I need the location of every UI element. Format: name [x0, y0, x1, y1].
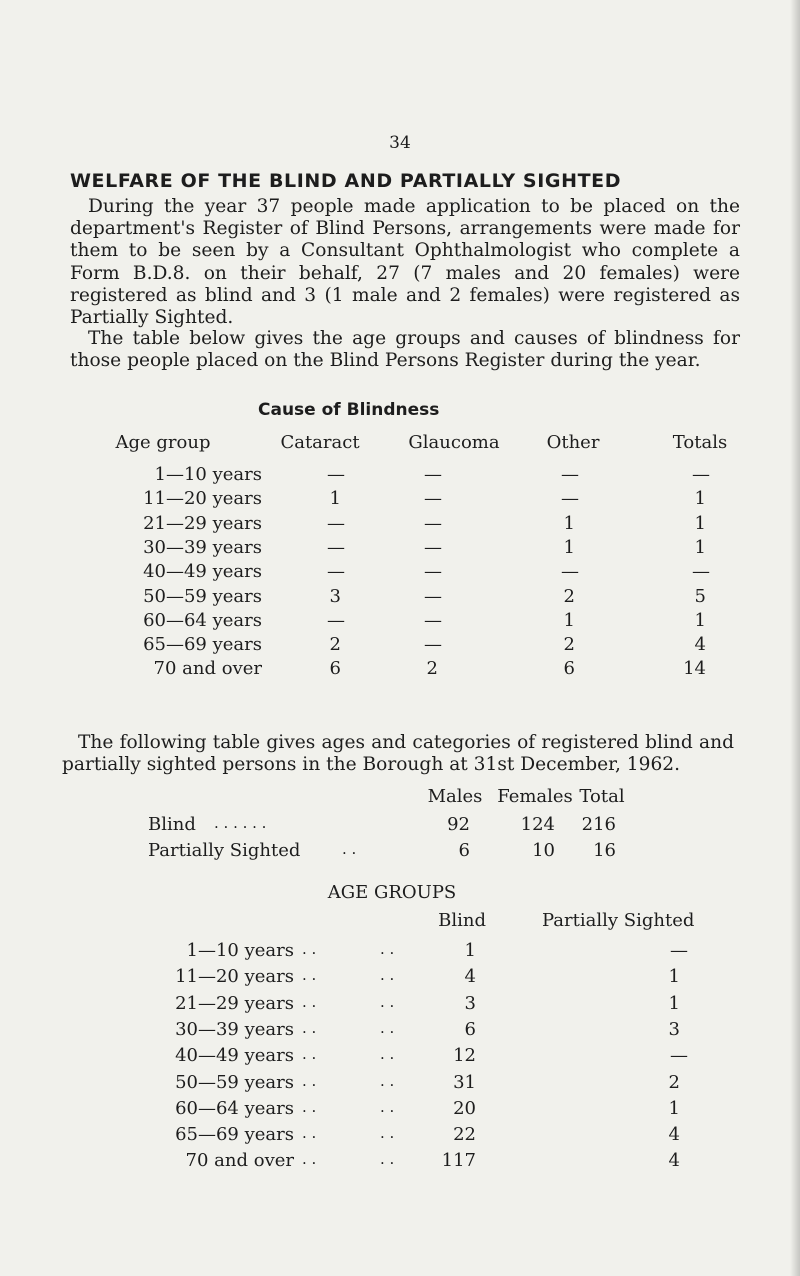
registered-males: 92 [447, 814, 470, 835]
cause-row-label: 30—39 years [143, 536, 262, 558]
cause-cell: — [327, 609, 345, 631]
cause-table-title: Cause of Blindness [258, 400, 440, 420]
dot-leader: . . [380, 1018, 395, 1037]
dot-leader: . . [380, 992, 395, 1011]
cause-cell: — [327, 561, 345, 583]
cause-cell: 14 [683, 658, 706, 680]
cause-cell: 1 [694, 609, 706, 631]
age-row-label: 65—69 years [175, 1124, 294, 1146]
cause-header-2: Glaucoma [408, 432, 500, 453]
age-row-label: 21—29 years [175, 992, 294, 1014]
page-number: 34 [389, 133, 411, 153]
age-blind-value: 22 [453, 1124, 476, 1146]
age-partial-value: 4 [668, 1124, 680, 1146]
cause-header-3: Other [546, 432, 600, 453]
cause-header-0: Age group [115, 432, 211, 453]
age-row-label: 70 and over [185, 1150, 294, 1172]
cause-cell: — [424, 634, 442, 656]
dot-leader: . . . . . . [214, 814, 267, 832]
cause-row-label: 65—69 years [143, 634, 262, 656]
cause-cell: 1 [694, 512, 706, 534]
cause-cell: 1 [694, 536, 706, 558]
cause-row-label: 50—59 years [143, 585, 262, 607]
cause-row-label: 70 and over [153, 658, 262, 680]
age-row-label: 50—59 years [175, 1071, 294, 1093]
cause-cell: — [692, 561, 710, 583]
age-row-label: 40—49 years [175, 1045, 294, 1067]
age-blind-value: 12 [453, 1045, 476, 1067]
cause-cell: 1 [563, 536, 575, 558]
section-title: WELFARE OF THE BLIND AND PARTIALLY SIGHTED [70, 170, 622, 192]
dot-leader: . . [302, 940, 317, 958]
age-row-label: 60—64 years [175, 1097, 294, 1119]
age-partial-value: 2 [668, 1071, 680, 1093]
cause-row-label: 11—20 years [143, 488, 262, 510]
registered-header-1: Females [497, 786, 573, 807]
age-partial-value: 1 [668, 1097, 680, 1119]
age-blind-value: 6 [464, 1018, 476, 1040]
registered-males: 6 [458, 840, 470, 861]
cause-cell: 1 [563, 512, 575, 534]
age-row-label: 1—10 years [186, 940, 294, 961]
cause-cell: 6 [563, 658, 575, 680]
age-partial-value: — [670, 1045, 688, 1067]
registered-females: 124 [520, 814, 555, 835]
cause-row-label: 60—64 years [143, 609, 262, 631]
cause-cell: — [424, 512, 442, 534]
cause-cell: — [424, 536, 442, 558]
page-edge-shadow [790, 0, 800, 1276]
age-blind-value: 4 [464, 966, 476, 988]
cause-cell: — [327, 464, 345, 485]
cause-header-1: Cataract [280, 432, 360, 453]
age-row-label: 30—39 years [175, 1018, 294, 1040]
dot-leader: . . [302, 1045, 317, 1064]
cause-cell: 1 [694, 488, 706, 510]
registered-females: 10 [532, 840, 555, 861]
dot-leader: . . [380, 966, 395, 985]
intro-paragraph: During the year 37 people made application to be placed on the department's Register of Blind Persons, arrangements were made for them to be seen by a Consultant Ophthalmologist who complete a Form B.D.8. on their behalf, 27 (7 males and 20 females) were registered as blind and 3 (1 male and 2 females) were registered as Partially Sighted. [70, 196, 740, 329]
cause-cell: — [424, 488, 442, 510]
cause-cell: 4 [694, 634, 706, 656]
cause-cell: 2 [563, 585, 575, 607]
cause-cell: — [561, 561, 579, 583]
dot-leader: . . [302, 992, 317, 1011]
registered-header-2: Total [579, 786, 625, 807]
cause-cell: 3 [329, 585, 341, 607]
dot-leader: . . [380, 1045, 395, 1064]
age-blind-value: 1 [464, 940, 476, 961]
dot-leader: . . [380, 1150, 395, 1169]
cause-row-label: 40—49 years [143, 561, 262, 583]
age-partial-value: 3 [668, 1018, 680, 1040]
cause-cell: — [424, 561, 442, 583]
age-header-partial: Partially Sighted [542, 910, 695, 931]
dot-leader: . . [380, 1071, 395, 1090]
cause-cell: 2 [329, 634, 341, 656]
cause-cell: — [327, 512, 345, 534]
dot-leader: . . [380, 940, 395, 958]
registered-total: 216 [581, 814, 616, 835]
cause-cell: 5 [694, 585, 706, 607]
registered-total: 16 [593, 840, 616, 861]
cause-cell: — [424, 464, 442, 485]
age-groups-title: AGE GROUPS [327, 882, 457, 903]
dot-leader: . . [302, 1124, 317, 1143]
table-intro-paragraph: The table below gives the age groups and causes of blindness for those people placed on the Blind Persons Register during the year. [70, 328, 740, 372]
cause-row-label: 21—29 years [143, 512, 262, 534]
registered-row-label: Partially Sighted [148, 840, 301, 861]
age-partial-value: — [670, 940, 688, 961]
dot-leader: . . [380, 1124, 395, 1143]
dot-leader: . . [302, 1071, 317, 1090]
age-blind-value: 31 [453, 1071, 476, 1093]
cause-row-label: 1—10 years [154, 464, 262, 485]
cause-cell: 1 [563, 609, 575, 631]
age-header-blind: Blind [438, 910, 486, 931]
cause-cell: 1 [329, 488, 341, 510]
age-blind-value: 117 [441, 1150, 476, 1172]
cause-cell: — [424, 585, 442, 607]
cause-cell: — [327, 536, 345, 558]
cause-cell: — [692, 464, 710, 485]
age-partial-value: 1 [668, 966, 680, 988]
cause-cell: 6 [329, 658, 341, 680]
age-blind-value: 20 [453, 1097, 476, 1119]
dot-leader: . . [342, 840, 357, 858]
age-partial-value: 1 [668, 992, 680, 1014]
dot-leader: . . [380, 1097, 395, 1116]
cause-cell: 2 [426, 658, 438, 680]
dot-leader: . . [302, 1150, 317, 1169]
registered-row-label: Blind [148, 814, 196, 835]
age-blind-value: 3 [464, 992, 476, 1014]
cause-cell: — [424, 609, 442, 631]
cause-cell: 2 [563, 634, 575, 656]
age-partial-value: 4 [668, 1150, 680, 1172]
registered-header-0: Males [427, 786, 483, 807]
cause-header-4: Totals [672, 432, 728, 453]
dot-leader: . . [302, 1018, 317, 1037]
registered-intro-paragraph: The following table gives ages and categories of registered blind and partially sighted persons in the Borough at 31st December, 1962. [62, 732, 734, 776]
cause-cell: — [561, 488, 579, 510]
age-row-label: 11—20 years [175, 966, 294, 988]
cause-cell: — [561, 464, 579, 485]
dot-leader: . . [302, 966, 317, 985]
dot-leader: . . [302, 1097, 317, 1116]
